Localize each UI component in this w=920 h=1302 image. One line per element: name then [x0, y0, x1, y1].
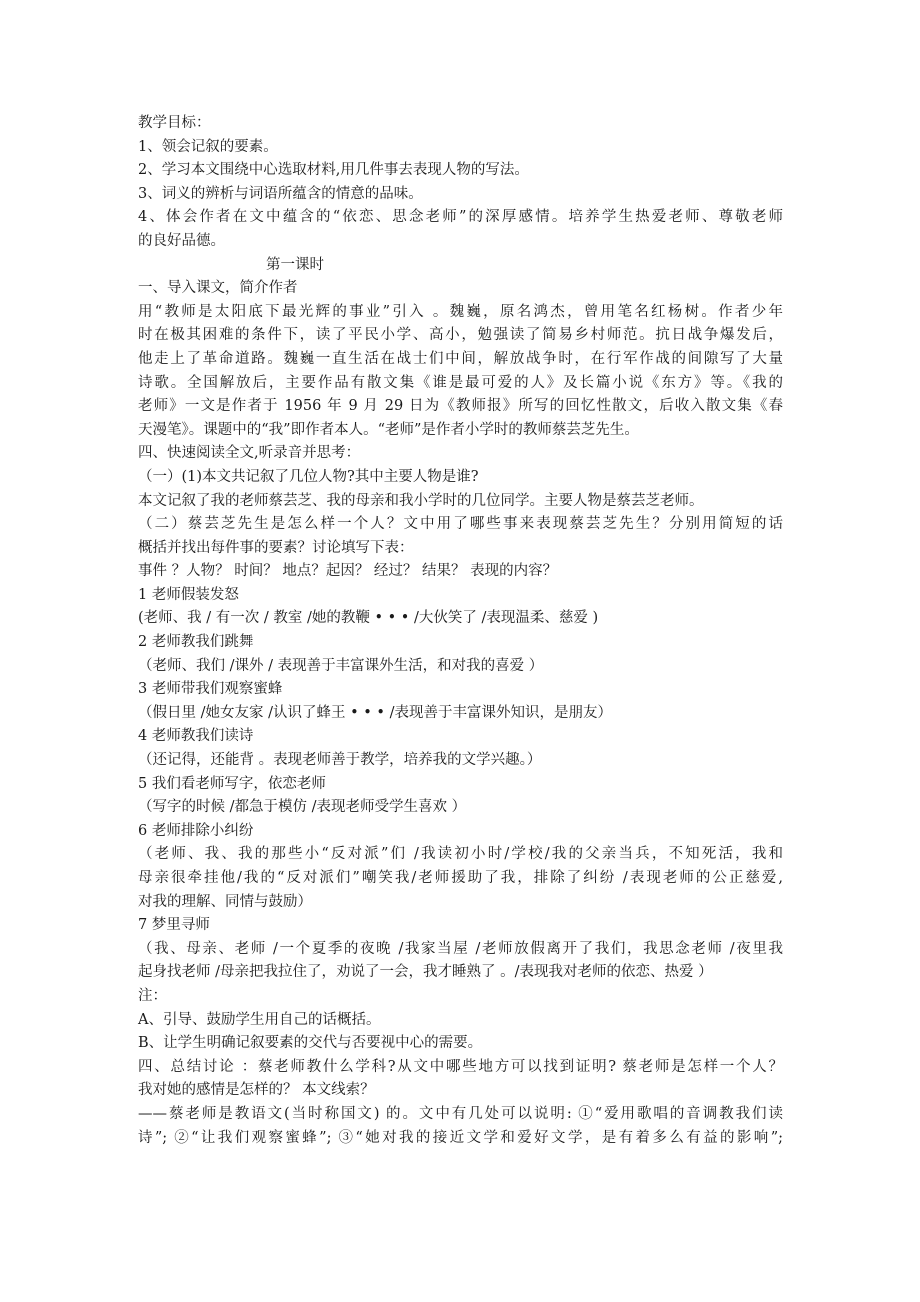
text-line: （我、母亲、老师 /一个夏季的夜晚 /我家当屋 /老师放假离开了我们，我思念老师 /夜里我 [138, 940, 783, 957]
text-line: 老师》一文是作者于 1956 年 9 月 29 日为《教师报》所写的回忆性散文，后收入散文集《春 [138, 398, 783, 415]
text-line: 3、词义的辨析与词语所蕴含的情意的品味。 [138, 185, 423, 202]
text-line: 天漫笔》。课题中的“我”即作者本人。“老师”是作者小学时的教师蔡芸芝先生。 [138, 421, 639, 438]
text-line: 2、学习本文围绕中心选取材料,用几件事去表现人物的写法。 [138, 162, 529, 179]
document-page [138, 112, 783, 1150]
text-line: （还记得，还能背 。表现老师善于教学，培养我的文学兴趣。） [138, 752, 542, 769]
text-line: B、让学生明确记叙要素的交代与否要视中心的需要。 [138, 1035, 483, 1052]
text-line: 事件 ？人物？ 时间？ 地点？起因？ 经过？ 结果？ 表现的内容？ [138, 563, 558, 580]
section-heading: 第一课时 [266, 256, 324, 273]
text-line: 注： [138, 987, 167, 1004]
text-line: 教学目标： [138, 115, 211, 131]
text-line: ——蔡老师是教语文(当时称国文) 的。文中有几处可以说明: ①“爱用歌唱的音调教我们读 [138, 1105, 783, 1122]
text-line: 他走上了革命道路。魏巍一直生活在战士们中间，解放战争时，在行军作战的间隙写了大量 [138, 350, 783, 367]
text-line: 诗”; ②“让我们观察蜜蜂”; ③“她对我的接近文学和爱好文学，是有着多么有益的影响”; [138, 1129, 783, 1146]
text-line: （假日里 /她女友家 /认识了蜂王 • • • /表现善于丰富课外知识，是朋友） [138, 704, 612, 721]
text-line: 7 梦里寻师 [138, 917, 210, 934]
text-line: 1、领会记叙的要素。 [138, 138, 278, 155]
text-line: （一）(1)本文共记叙了几位人物?其中主要人物是谁? [138, 468, 479, 485]
text-line: 我对她的感情是怎样的？ 本文线索？ [138, 1082, 375, 1099]
text-line: 诗歌。全国解放后，主要作品有散文集《谁是最可爱的人》及长篇小说《东方》等。《我的 [138, 374, 783, 391]
text-line: 本文记叙了我的老师蔡芸芝、我的母亲和我小学时的几位同学。主要人物是蔡芸芝老师。 [138, 492, 704, 509]
text-line: 时在极其困难的条件下，读了平民小学、高小，勉强读了简易乡村师范。抗日战争爆发后， [138, 327, 783, 344]
text-line: 4 老师教我们读诗 [138, 728, 254, 745]
text-line: （写字的时候 /都急于模仿 /表现老师受学生喜欢 ） [138, 799, 467, 816]
text-line: 用“教师是太阳底下最光辉的事业”引入 。魏巍，原名鸿杰，曾用笔名红杨树。作者少年 [138, 303, 783, 320]
text-line: 4、体会作者在文中蕴含的“依恋、思念老师”的深厚感情。培养学生热爱老师、尊敬老师 [138, 209, 783, 226]
text-line: 2 老师教我们跳舞 [138, 634, 254, 651]
text-line: (老师、我 / 有一次 / 教室 /她的教鞭 • • • /大伙笑了 /表现温柔、慈爱 ) [138, 610, 599, 627]
text-line: A、引导、鼓励学生用自己的话概括。 [138, 1011, 381, 1028]
text-line: 一、导入课文，简介作者 [138, 280, 298, 297]
text-line: 3 老师带我们观察蜜蜂 [138, 681, 283, 698]
text-line: 1 老师假装发怒 [138, 586, 239, 603]
text-line: 6 老师排除小纠纷 [138, 822, 254, 839]
text-line: 起身找老师 /母亲把我拉住了，劝说了一会，我才睡熟了 。/表现我对老师的依恋、热爱 ） [138, 964, 713, 981]
text-line: 对我的理解、同情与鼓励） [138, 893, 312, 910]
text-line: （二）蔡芸芝先生是怎么样一个人？文中用了哪些事来表现蔡芸芝先生？分别用简短的话 [138, 516, 783, 533]
text-line: （老师、我们 /课外 / 表现善于丰富课外生活，和对我的喜爱 ） [138, 657, 544, 674]
text-line: 的良好品德。 [138, 232, 225, 249]
text-line: 母亲很牵挂他/我的“反对派们”嘲笑我/老师援助了我，排除了纠纷 /表现老师的公正慈爱, [138, 870, 783, 886]
text-line: 概括并找出每件事的要素？讨论填写下表： [138, 539, 414, 556]
text-line: 5 我们看老师写字，依恋老师 [138, 775, 326, 792]
text-line: （老师、我、我的那些小“反对派”们 /我读初小时/学校/我的父亲当兵，不知死活，我和 [138, 846, 783, 863]
text-line: 四、快速阅读全文,听录音并思考： [138, 445, 361, 462]
text-line: 四、总结讨论 ：蔡老师教什么学科?从文中哪些地方可以找到证明? 蔡老师是怎样一个人？ [138, 1058, 783, 1075]
